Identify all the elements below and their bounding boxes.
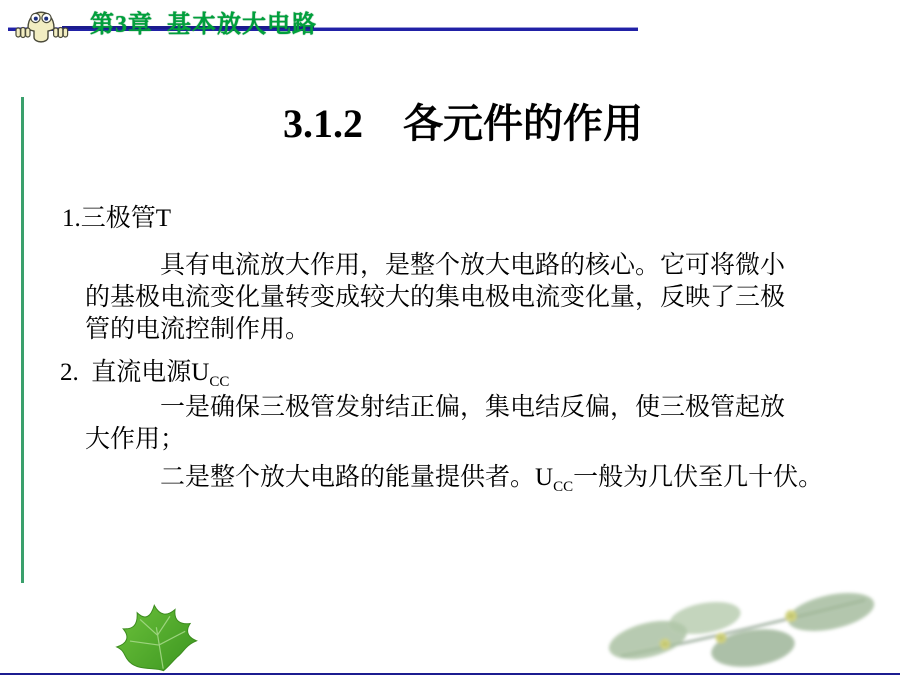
left-accent-bar bbox=[21, 97, 24, 583]
section-1-heading: 1.三极管T bbox=[62, 205, 172, 232]
paragraph-2-text: 二是整个放大电路的能量提供者。U bbox=[160, 464, 554, 491]
ucc-subscript: CC bbox=[553, 479, 574, 495]
peeking-face-icon bbox=[13, 3, 71, 45]
paragraph-2-text-end: 一般为几伏至几十伏。 bbox=[573, 464, 824, 491]
faded-flower-branch-image bbox=[593, 578, 895, 673]
green-leaf-image bbox=[103, 597, 215, 675]
section-2-paragraph-1: 一是确保三极管发射结正偏，集电结反偏，使三极管起放大作用； bbox=[85, 394, 786, 453]
section-2-paragraph-2 bbox=[85, 462, 824, 495]
section-2-heading bbox=[60, 357, 229, 389]
ucc-subscript: CC bbox=[209, 374, 230, 390]
chapter-title: 第3章 基本放大电路 bbox=[90, 12, 317, 38]
section-1-paragraph: 具有电流放大作用，是整个放大电路的核心。它可将微小的基极电流变化量转变成较大的集电极电流变化量，反映了三极管的电流控制作用。 bbox=[85, 252, 786, 343]
section-2-heading-text: 2. 直流电源U bbox=[60, 359, 210, 386]
page-title: 3.1.2 各元件的作用 bbox=[283, 101, 643, 146]
